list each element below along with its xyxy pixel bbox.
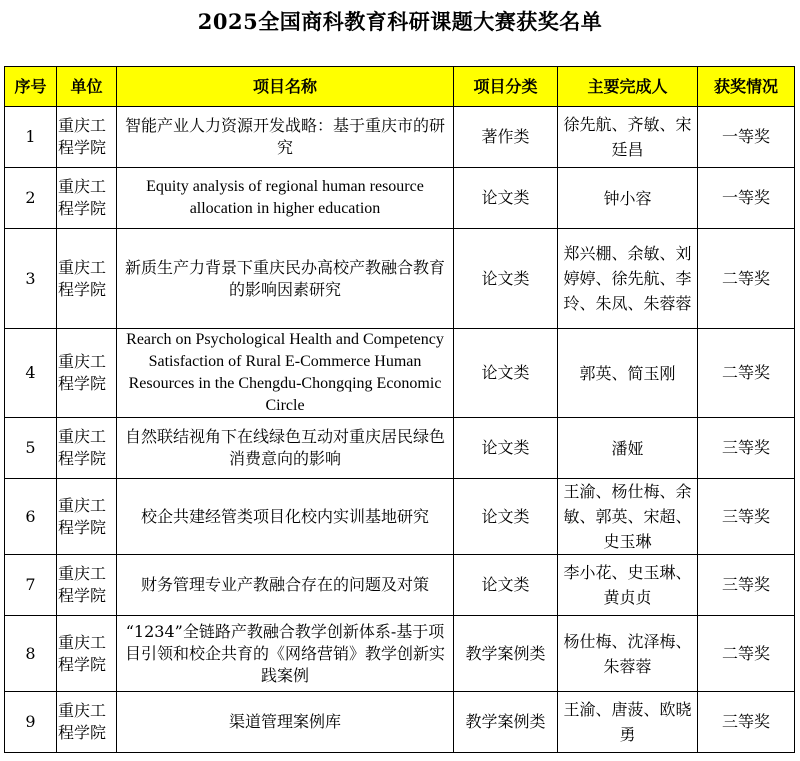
cell-category: 论文类 — [454, 329, 558, 418]
cell-no: 1 — [5, 107, 57, 168]
header-members: 主要完成人 — [558, 67, 698, 107]
cell-no: 2 — [5, 168, 57, 229]
cell-members: 潘娅 — [558, 418, 698, 479]
cell-award: 三等奖 — [698, 555, 795, 616]
cell-members: 杨仕梅、沈泽梅、朱蓉蓉 — [558, 616, 698, 692]
header-no: 序号 — [5, 67, 57, 107]
cell-category: 论文类 — [454, 418, 558, 479]
cell-members: 徐先航、齐敏、宋廷昌 — [558, 107, 698, 168]
cell-unit: 重庆工程学院 — [57, 329, 117, 418]
cell-award: 三等奖 — [698, 692, 795, 753]
header-project-name: 项目名称 — [117, 67, 454, 107]
cell-no: 4 — [5, 329, 57, 418]
table-row — [5, 555, 795, 616]
cell-project-name: 新质生产力背景下重庆民办高校产教融合教育的影响因素研究 — [117, 229, 454, 329]
table-row — [5, 107, 795, 168]
cell-project-name: 自然联结视角下在线绿色互动对重庆居民绿色消费意向的影响 — [117, 418, 454, 479]
cell-award: 一等奖 — [698, 168, 795, 229]
table-row — [5, 418, 795, 479]
cell-project-name: 渠道管理案例库 — [117, 692, 454, 753]
cell-project-name: 财务管理专业产教融合存在的问题及对策 — [117, 555, 454, 616]
cell-members: 郭英、简玉刚 — [558, 329, 698, 418]
cell-category: 教学案例类 — [454, 616, 558, 692]
cell-category: 著作类 — [454, 107, 558, 168]
cell-no: 5 — [5, 418, 57, 479]
cell-no: 7 — [5, 555, 57, 616]
cell-no: 9 — [5, 692, 57, 753]
table-row — [5, 329, 795, 418]
cell-project-name: Rearch on Psychological Health and Competency Satisfaction of Rural E-Commerce Human Resources in the Chengdu-Chongqing Economic Circle — [117, 329, 454, 418]
cell-category: 论文类 — [454, 555, 558, 616]
table-row — [5, 229, 795, 329]
cell-unit: 重庆工程学院 — [57, 479, 117, 555]
cell-members: 钟小容 — [558, 168, 698, 229]
cell-project-name: Equity analysis of regional human resource allocation in higher education — [117, 168, 454, 229]
cell-award: 二等奖 — [698, 329, 795, 418]
table-row — [5, 616, 795, 692]
header-award: 获奖情况 — [698, 67, 795, 107]
cell-unit: 重庆工程学院 — [57, 555, 117, 616]
cell-no: 3 — [5, 229, 57, 329]
header-unit: 单位 — [57, 67, 117, 107]
cell-members: 王渝、唐菠、欧晓勇 — [558, 692, 698, 753]
cell-unit: 重庆工程学院 — [57, 107, 117, 168]
cell-category: 论文类 — [454, 229, 558, 329]
table-header-row — [5, 67, 795, 107]
cell-no: 6 — [5, 479, 57, 555]
cell-award: 二等奖 — [698, 616, 795, 692]
cell-award: 三等奖 — [698, 479, 795, 555]
cell-unit: 重庆工程学院 — [57, 418, 117, 479]
cell-award: 一等奖 — [698, 107, 795, 168]
cell-project-name: 智能产业人力资源开发战略：基于重庆市的研究 — [117, 107, 454, 168]
cell-no: 8 — [5, 616, 57, 692]
cell-members: 王渝、杨仕梅、余敏、郭英、宋超、史玉琳 — [558, 479, 698, 555]
cell-unit: 重庆工程学院 — [57, 229, 117, 329]
cell-members: 李小花、史玉琳、黄贞贞 — [558, 555, 698, 616]
table-row — [5, 168, 795, 229]
cell-unit: 重庆工程学院 — [57, 168, 117, 229]
page-title: 2025全国商科教育科研课题大赛获奖名单 — [197, 9, 603, 34]
cell-award: 三等奖 — [698, 418, 795, 479]
cell-category: 论文类 — [454, 168, 558, 229]
cell-category: 论文类 — [454, 479, 558, 555]
cell-award: 二等奖 — [698, 229, 795, 329]
table-row — [5, 479, 795, 555]
header-category: 项目分类 — [454, 67, 558, 107]
cell-project-name: “1234”全链路产教融合教学创新体系-基于项目引领和校企共育的《网络营销》教学创新实践案例 — [117, 616, 454, 692]
table-row — [5, 692, 795, 753]
cell-members: 郑兴棚、余敏、刘婷婷、徐先航、李玲、朱凤、朱蓉蓉 — [558, 229, 698, 329]
cell-unit: 重庆工程学院 — [57, 616, 117, 692]
cell-project-name: 校企共建经管类项目化校内实训基地研究 — [117, 479, 454, 555]
awards-table — [4, 66, 795, 753]
cell-unit: 重庆工程学院 — [57, 692, 117, 753]
cell-category: 教学案例类 — [454, 692, 558, 753]
